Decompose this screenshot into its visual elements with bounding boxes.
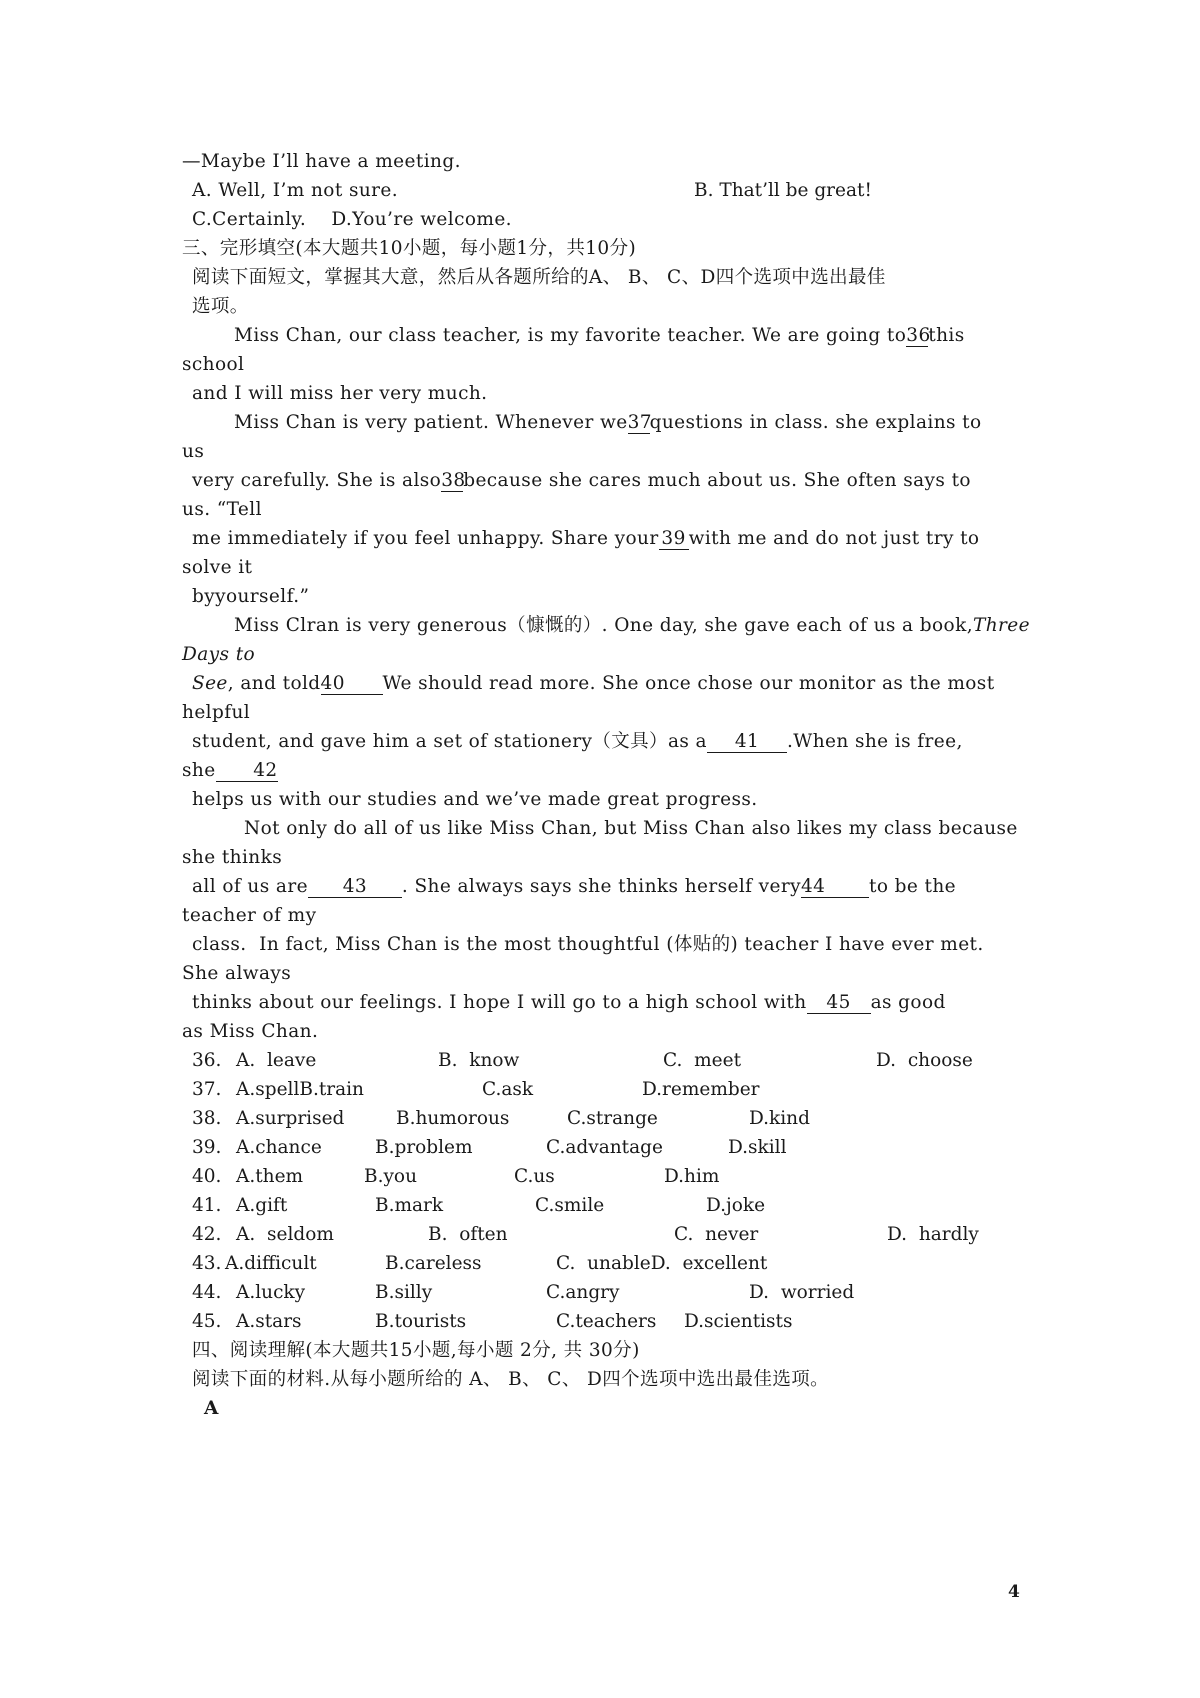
page-number: 4 bbox=[1008, 1582, 1020, 1602]
option-c: C.teachers bbox=[556, 1311, 657, 1332]
option-a: A. leave bbox=[236, 1050, 317, 1071]
blank-38: 38 bbox=[441, 470, 466, 491]
option-c: C.advantage bbox=[546, 1137, 663, 1158]
blank-41: 41 bbox=[707, 732, 787, 753]
blank-39: 39 bbox=[659, 529, 689, 550]
section4-title: 四、阅读理解(本大题共15小题,每小题 2分, 共 30分) bbox=[192, 1340, 640, 1361]
passage-line: byyourself.” bbox=[192, 586, 310, 607]
blank-36: 36 bbox=[906, 325, 931, 346]
passage-line: Days to bbox=[182, 644, 256, 665]
option-a: A.stars bbox=[236, 1311, 302, 1332]
dialogue-option-b: B. That’ll be great! bbox=[694, 180, 872, 201]
passage-line: and I will miss her very much. bbox=[192, 383, 488, 404]
option-b: B.silly bbox=[375, 1282, 433, 1303]
option-d: D. hardly bbox=[887, 1224, 979, 1245]
option-d: D.scientists bbox=[684, 1311, 793, 1332]
option-a: A.surprised bbox=[236, 1108, 345, 1129]
passage-line: she 42 bbox=[182, 760, 278, 781]
option-b: B.you bbox=[364, 1166, 417, 1187]
dialogue-option-a: A. Well, I’m not sure. bbox=[192, 180, 399, 201]
passage-line: teacher of my bbox=[182, 905, 317, 926]
dialogue-reply: —Maybe I’ll have a meeting. bbox=[182, 151, 461, 172]
option-c: C.smile bbox=[535, 1195, 605, 1216]
passage-line: See, and told40 We should read more. She once chose our monitor as the most bbox=[192, 673, 995, 694]
question-number: 43. bbox=[192, 1253, 222, 1274]
option-c: C.ask bbox=[482, 1079, 534, 1100]
question-number: 41. bbox=[192, 1195, 222, 1216]
question-number: 38. bbox=[192, 1108, 222, 1129]
option-a: A. seldom bbox=[236, 1224, 334, 1245]
question-number: 36. bbox=[192, 1050, 222, 1071]
option-d: D.kind bbox=[749, 1108, 810, 1129]
option-d: D.skill bbox=[728, 1137, 787, 1158]
question-number: 45. bbox=[192, 1311, 222, 1332]
option-d: D.remember bbox=[642, 1079, 760, 1100]
blank-44: 44 bbox=[801, 877, 869, 898]
option-b: B.humorous bbox=[396, 1108, 510, 1129]
passage-line: she thinks bbox=[182, 847, 283, 868]
option-b: B. know bbox=[438, 1050, 520, 1071]
blank-43: 43 bbox=[308, 877, 402, 898]
section3-instruction-line2: 选项。 bbox=[192, 296, 249, 317]
passage-line: Miss Clran is very generous（慷慨的）. One day, she gave each of us a book,Three bbox=[234, 615, 1030, 636]
option-b: B.tourists bbox=[375, 1311, 467, 1332]
option-c: C. meet bbox=[663, 1050, 742, 1071]
option-d: D. worried bbox=[749, 1282, 855, 1303]
dialogue-option-cd: C.Certainly. D.You’re welcome. bbox=[192, 209, 512, 230]
passage-line: student, and gave him a set of stationery（文具）as a 41 .When she is free, bbox=[192, 731, 963, 752]
section4-instruction: 阅读下面的材料.从每小题所给的 A、 B、 C、 D四个选项中选出最佳选项。 bbox=[192, 1369, 830, 1390]
option-b: B. often bbox=[428, 1224, 508, 1245]
option-c: C.strange bbox=[567, 1108, 658, 1129]
passage-line: helpful bbox=[182, 702, 251, 723]
option-c: C.us bbox=[514, 1166, 555, 1187]
passage-line: us bbox=[182, 441, 205, 462]
option-a: A.lucky bbox=[236, 1282, 306, 1303]
option-a: A.difficult bbox=[225, 1253, 317, 1274]
option-c: C. never bbox=[674, 1224, 759, 1245]
option-d: D.him bbox=[664, 1166, 720, 1187]
option-d: D.joke bbox=[706, 1195, 766, 1216]
option-d: D. choose bbox=[876, 1050, 973, 1071]
question-number: 42. bbox=[192, 1224, 222, 1245]
passage-line: all of us are 43 . She always says she thinks herself very44 to be the bbox=[192, 876, 957, 897]
blank-40: 40 bbox=[321, 674, 383, 695]
blank-45: 45 bbox=[807, 993, 871, 1014]
passage-line: school bbox=[182, 354, 245, 375]
option-a: A.spellB.train bbox=[236, 1079, 364, 1100]
passage-line: me immediately if you feel unhappy. Share your 39 with me and do not just try to bbox=[192, 528, 980, 549]
option-c: C. unableD. excellent bbox=[556, 1253, 768, 1274]
passage-line: Not only do all of us like Miss Chan, but Miss Chan also likes my class because bbox=[244, 818, 1018, 839]
question-number: 44. bbox=[192, 1282, 222, 1303]
option-b: B.problem bbox=[375, 1137, 473, 1158]
passage-line: She always bbox=[182, 963, 292, 984]
passage-label: A bbox=[204, 1398, 219, 1419]
option-b: B.careless bbox=[385, 1253, 482, 1274]
passage-line: class. In fact, Miss Chan is the most thoughtful (体贴的) teacher I have ever met. bbox=[192, 934, 984, 955]
question-number: 39. bbox=[192, 1137, 222, 1158]
passage-line: very carefully. She is also38because she cares much about us. She often says to bbox=[192, 470, 971, 491]
section3-instruction-line1: 阅读下面短文，掌握其大意，然后从各题所给的A、 B、 C、D四个选项中选出最佳 bbox=[192, 267, 886, 288]
passage-line: thinks about our feelings. I hope I will go to a high school with 45 as good bbox=[192, 992, 946, 1013]
passage-line: Miss Chan, our class teacher, is my favorite teacher. We are going to36this bbox=[234, 325, 965, 346]
question-number: 40. bbox=[192, 1166, 222, 1187]
blank-37: 37 bbox=[627, 412, 652, 433]
option-a: A.chance bbox=[236, 1137, 322, 1158]
option-b: B.mark bbox=[375, 1195, 444, 1216]
passage-line: solve it bbox=[182, 557, 253, 578]
passage-line: as Miss Chan. bbox=[182, 1021, 319, 1042]
section3-title: 三、完形填空(本大题共10小题，每小题1分，共10分) bbox=[182, 238, 637, 259]
passage-line: us. “Tell bbox=[182, 499, 262, 520]
passage-line: helps us with our studies and we’ve made great progress. bbox=[192, 789, 758, 810]
question-number: 37. bbox=[192, 1079, 222, 1100]
blank-42: 42 bbox=[216, 761, 278, 782]
passage-line: Miss Chan is very patient. Whenever we37questions in class. she explains to bbox=[234, 412, 982, 433]
option-a: A.gift bbox=[236, 1195, 288, 1216]
option-c: C.angry bbox=[546, 1282, 620, 1303]
option-a: A.them bbox=[236, 1166, 304, 1187]
